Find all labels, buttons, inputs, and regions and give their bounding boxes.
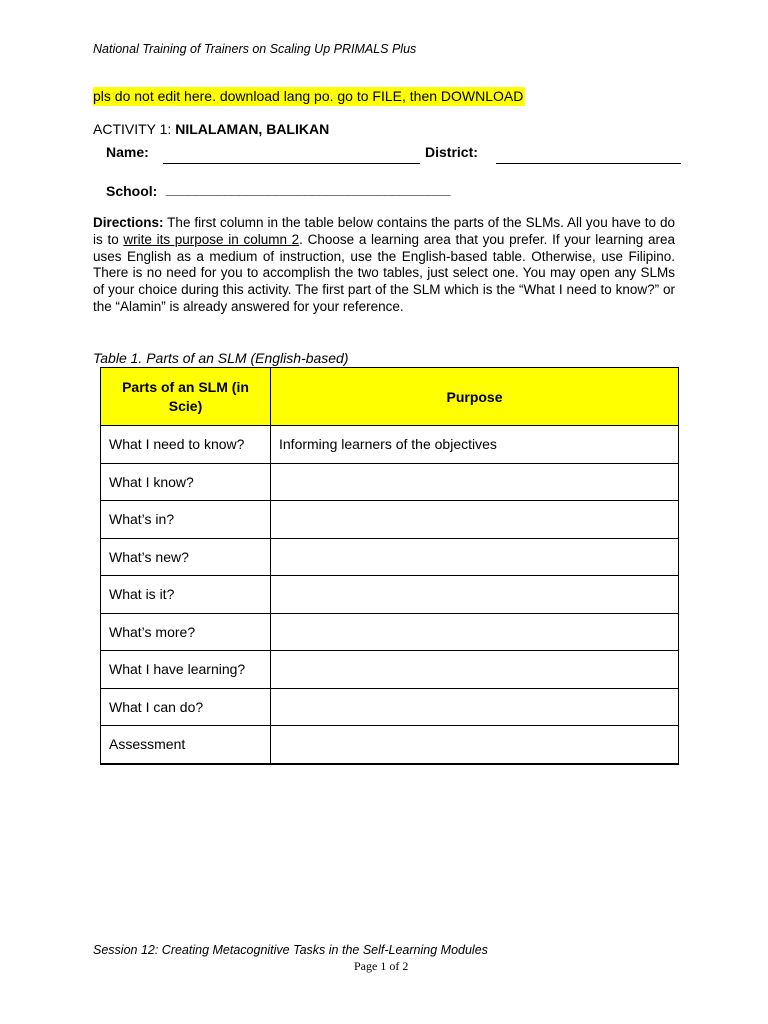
directions-label: Directions: [93, 215, 164, 230]
purpose-cell[interactable] [271, 651, 679, 689]
highlighted-notice: pls do not edit here. download lang po. go to FILE, then DOWNLOAD [93, 88, 524, 104]
slm-parts-table [100, 367, 679, 765]
part-cell: What’s new? [101, 538, 271, 576]
table-row [101, 501, 679, 539]
part-cell: What I can do? [101, 688, 271, 726]
purpose-cell[interactable]: Informing learners of the objectives [271, 426, 679, 464]
part-cell: What I know? [101, 463, 271, 501]
district-field[interactable] [496, 163, 681, 164]
part-cell: What I have learning? [101, 651, 271, 689]
page-number: Page 1 of 2 [354, 959, 409, 973]
part-cell: What is it? [101, 576, 271, 614]
directions-text-2: . Choose a learning area that you prefer. If your learning area uses English as a medium of instruction, use the English-based table. Otherwise, use Filipino. There is no need for you to accomplish the two tables, just select one. You may open any SLMs of your choice during this activity. The first part of the SLM which is the “What I need to know?” or the “Alamin” is already answered for your reference. [93, 231, 675, 314]
table-row [101, 651, 679, 689]
purpose-cell[interactable] [271, 688, 679, 726]
name-field[interactable] [163, 163, 420, 164]
name-label: Name: [106, 144, 149, 160]
purpose-cell[interactable] [271, 726, 679, 764]
table-row [101, 688, 679, 726]
school-label: School: [106, 183, 158, 199]
purpose-cell[interactable] [271, 538, 679, 576]
part-cell: What I need to know? [101, 426, 271, 464]
part-cell: Assessment [101, 726, 271, 764]
table-header-row [101, 368, 679, 426]
school-field[interactable]: _______________________________________ [166, 181, 451, 197]
purpose-cell[interactable] [271, 613, 679, 651]
directions-text-1: The first column in the table below contains the parts of the SLMs. All you have to do is to [93, 215, 675, 247]
document-header: National Training of Trainers on Scaling Up PRIMALS Plus [93, 42, 417, 56]
table-row [101, 426, 679, 464]
activity-name: NILALAMAN, BALIKAN [175, 121, 330, 137]
table-row [101, 463, 679, 501]
district-label: District: [425, 144, 478, 160]
purpose-cell[interactable] [271, 576, 679, 614]
footer-session-title: Session 12: Creating Metacognitive Tasks in the Self-Learning Modules [93, 943, 488, 957]
column-header-purpose: Purpose [271, 368, 679, 426]
activity-title [93, 121, 329, 137]
column-header-parts: Parts of an SLM (in Scie) [101, 368, 271, 426]
activity-prefix: ACTIVITY 1: [93, 121, 172, 137]
purpose-cell[interactable] [271, 501, 679, 539]
table-caption: Table 1. Parts of an SLM (English-based) [93, 350, 349, 366]
table-row [101, 538, 679, 576]
table-row [101, 613, 679, 651]
directions-underlined: write its purpose in column 2 [123, 231, 300, 247]
directions-paragraph [93, 215, 675, 316]
table-row [101, 576, 679, 614]
purpose-cell[interactable] [271, 463, 679, 501]
part-cell: What’s more? [101, 613, 271, 651]
table-row [101, 726, 679, 764]
part-cell: What’s in? [101, 501, 271, 539]
